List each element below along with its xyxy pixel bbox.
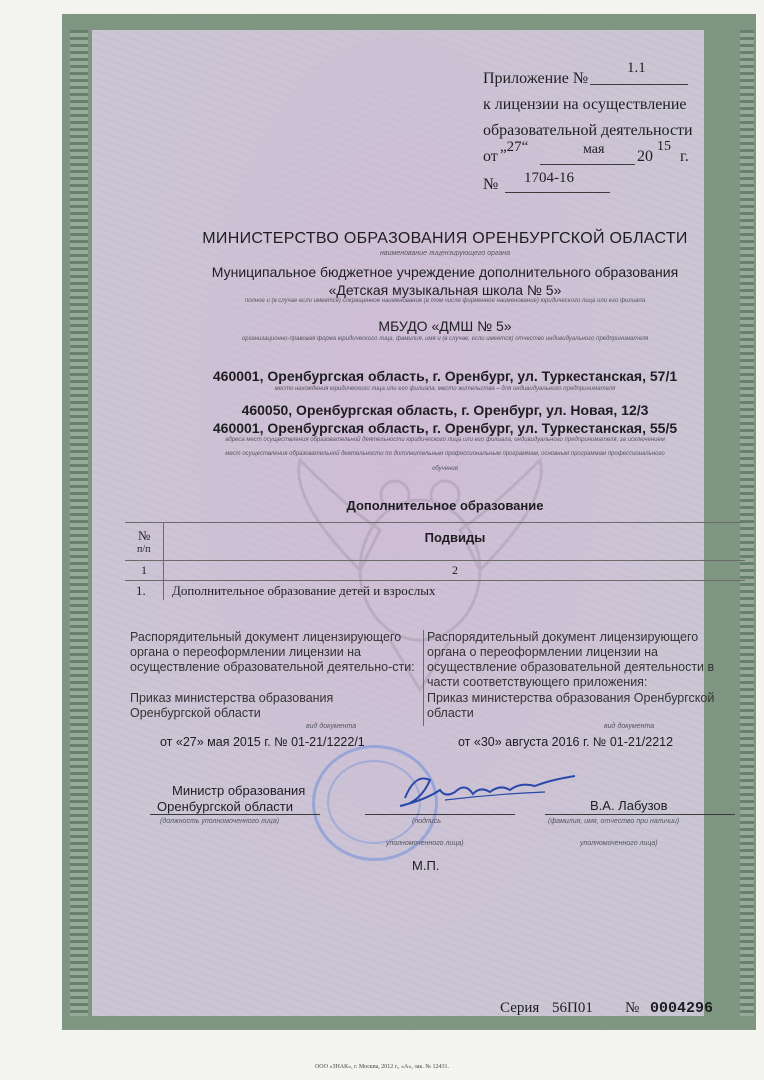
name-line — [545, 814, 735, 815]
signer-position-2: Оренбургской области — [157, 799, 294, 814]
position-caption: (должность уполномоченного лица) — [160, 818, 280, 825]
position-line — [150, 814, 320, 815]
table-col1-header: № — [138, 528, 151, 543]
signature-line — [365, 814, 515, 815]
date-year-prefix: 20 — [637, 148, 653, 165]
signature-caption-2: уполномоченного лица) — [386, 840, 464, 847]
date-year: 15 — [657, 139, 671, 154]
documents-divider — [423, 630, 424, 726]
activity-caption-3: обучения — [432, 466, 458, 472]
table-col2-header: Подвиды — [424, 530, 486, 545]
handwritten-signature — [385, 768, 585, 813]
signer-position-1: Министр образования — [172, 783, 306, 798]
right-doc-caption: вид документа — [604, 723, 655, 730]
date-day: „27“ — [500, 139, 529, 155]
table-header-border — [125, 560, 745, 561]
appendix-line-3: образовательной деятельности — [483, 122, 693, 139]
appendix-number-line — [590, 84, 688, 85]
right-doc-ref: от «30» августа 2016 г. № 01-21/2212 — [458, 735, 674, 749]
authority-caption: наименование лицензирующего органа — [379, 250, 511, 257]
org-short-name: МБУДО «ДМШ № 5» — [378, 318, 512, 334]
org-full-name-1: Муниципальное бюджетное учреждение дополнительного образования — [211, 264, 679, 280]
form-number-label: № — [625, 1000, 640, 1016]
date-month: мая — [583, 142, 605, 157]
org-full-caption: полное и (в случае если имеется) сокращенное наименование (в том числе фирменное наименование) юридического лица или его филиала — [244, 298, 646, 304]
table-row-index: 1. — [136, 583, 146, 598]
form-number: 0004296 — [650, 1000, 714, 1017]
printer-imprint: ООО «ЗНАК», г. Москва, 2012 г., «А», зак. № 12431. — [314, 1064, 450, 1070]
left-doc-caption: вид документа — [306, 723, 357, 730]
appendix-number: 1.1 — [627, 60, 646, 76]
appendix-line-2: к лицензии на осуществление — [483, 96, 687, 113]
authority-name: МИНИСТЕРСТВО ОБРАЗОВАНИЯ ОРЕНБУРГСКОЙ ОБЛАСТИ — [202, 230, 688, 247]
activity-caption-1: адреса мест осуществления образовательной деятельности юридического лица или его филиала, индивидуального предпринимателя, за исключением — [225, 437, 665, 443]
series-label: Серия — [500, 1000, 540, 1016]
signature-caption: (подпись — [412, 818, 441, 825]
org-address-caption: место нахождения юридического лица или его филиала, место жительства – для индивидуального предпринимателя — [274, 386, 616, 392]
org-short-caption: организационно-правовая форма юридического лица, фамилия, имя и (в случае, если имеется) отчество индивидуального предпринимателя — [241, 336, 649, 342]
left-doc-heading: Распорядительный документ лицензирующего органа о переоформлении лицензии на осуществление образовательной деятельно-сти: — [130, 630, 415, 674]
license-no-label: № — [483, 176, 499, 193]
date-suffix: г. — [680, 148, 689, 165]
table-num-border — [125, 580, 745, 581]
org-address: 460001, Оренбургская область, г. Оренбург, ул. Туркестанская, 57/1 — [212, 368, 678, 384]
table-title: Дополнительное образование — [346, 498, 544, 513]
table-col1-header-sub: п/п — [137, 544, 151, 555]
activity-address-1: 460050, Оренбургская область, г. Оренбург, ул. Новая, 12/3 — [241, 402, 649, 418]
date-month-line — [540, 164, 635, 165]
left-ornament-band — [70, 30, 88, 1016]
table-col1-num: 1 — [141, 563, 147, 577]
seal-mark: М.П. — [412, 858, 440, 873]
series-value: 56П01 — [552, 1000, 593, 1016]
date-prefix: от — [483, 148, 498, 165]
right-doc-heading: Распорядительный документ лицензирующего органа о переоформлении лицензии на осуществление образовательной деятельности в части соответствующего приложения: — [427, 630, 715, 689]
table-row-value: Дополнительное образование детей и взрослых — [172, 583, 436, 598]
name-caption: (фамилия, имя, отчество при наличии) — [548, 818, 680, 825]
right-doc-type: Приказ министерства образования Оренбургской области — [427, 691, 715, 720]
license-number-line — [505, 192, 610, 193]
org-full-name-2: «Детская музыкальная школа № 5» — [328, 282, 562, 298]
license-number: 1704-16 — [524, 170, 574, 186]
appendix-label: Приложение № — [483, 70, 589, 87]
activity-address-2: 460001, Оренбургская область, г. Оренбург, ул. Туркестанская, 55/5 — [212, 420, 678, 436]
right-ornament-band — [740, 30, 754, 1016]
signer-name: В.А. Лабузов — [590, 798, 668, 813]
left-doc-ref: от «27» мая 2015 г. № 01-21/1222/1 — [160, 735, 365, 749]
name-caption-2: уполномоченного лица) — [580, 840, 658, 847]
left-doc-type: Приказ министерства образования Оренбургской области — [130, 691, 334, 720]
table-top-border — [125, 522, 745, 523]
activity-caption-2: мест осуществления образовательной деятельности по дополнительным профессиональным программам, основным программам профессионального — [225, 451, 665, 457]
table-col-divider — [163, 522, 164, 600]
table-col2-num: 2 — [452, 563, 458, 577]
